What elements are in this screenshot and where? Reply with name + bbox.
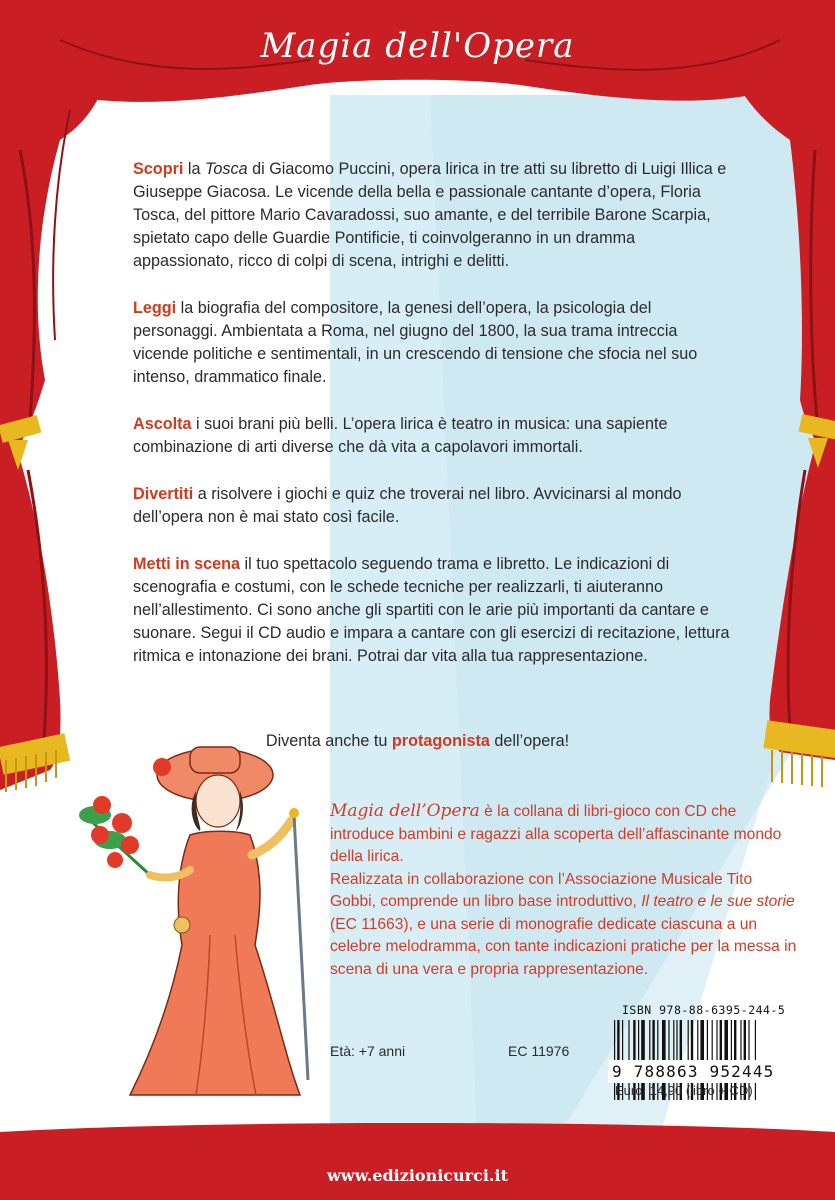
description-paragraph: Leggi la biografia del compositore, la genesi dell’opera, la psicologia del personaggi. Ambientata a Roma, nel giugno del 1800, la sua trama intreccia vicende politiche e sentimentali, in un crescendo di tensione che sfocia nel suo intenso, drammatico finale. xyxy=(133,299,698,386)
series-blurb: Magia dell’Opera è la collana di libri-gioco con CD che introduce bambini e ragazzi alla scoperta dell’affascinante mondo della lirica. Realizzata in collaborazione con l’Associazione Musicale Tito Gobbi, comprende un libro base introduttivo, Il teatro e le sue storie (EC 11663), e una serie di monografie dedicate ciascuna a un celebre melodramma, con tante indicazioni pratiche per la messa in scena di una vera e propria rappresentazione. xyxy=(330,801,797,978)
description-paragraph: Divertiti a risolvere i giochi e quiz che troverai nel libro. Avvicinarsi al mondo dell’opera non è mai stato così facile. xyxy=(133,485,682,526)
price: Euro: 14,90 (libro + CD) xyxy=(615,1083,753,1098)
tagline: Diventa anche tu protagonista dell’opera! xyxy=(265,732,570,750)
italic-title: Tosca xyxy=(204,160,248,178)
description-paragraph: Scopri la Tosca di Giacomo Puccini, opera lirica in tre atti su libretto di Luigi Illica e Giuseppe Giacosa. Le vicende della bella e passionale cantante d’opera, Floria Tosca, del pittore Mario Cavaradossi, suo amante, e del terribile Barone Scarpia, spietato capo delle Guardie Pontificie, ti coinvolgeranno in un dramma appassionato, ricco di colpi di scena, intrighi e delitti. xyxy=(133,160,727,270)
description-paragraph: Metti in scena il tuo spettacolo seguendo trama e libretto. Le indicazioni di scenografia e costumi, con le schede tecniche per realizzarli, ti aiuteranno nell’allestimento. Ci sono anche gli spartiti con le arie più importanti da cantare e suonare. Segui il CD audio e impara a cantare con gli esercizi di recitazione, lettura ritmica e intonazione dei brani. Potrai dar vita alla tua rappresentazione. xyxy=(133,555,730,665)
paragraph-lead-word: Metti in scena xyxy=(133,555,241,573)
isbn-label: ISBN 978-88-6395-244-5 xyxy=(622,1003,786,1017)
paragraph-lead-word: Ascolta xyxy=(133,415,192,433)
description-paragraph: Ascolta i suoi brani più belli. L’opera lirica è teatro in musica: una sapiente combinazione di arti diverse che dà vita a capolavori immortali. xyxy=(133,415,668,456)
catalog-code: EC 11976 xyxy=(508,1043,570,1059)
paragraph-lead-word: Leggi xyxy=(133,299,177,317)
flower-bouquet xyxy=(79,796,190,877)
cane xyxy=(294,815,308,1080)
barcode-digits: 9 788863 952445 xyxy=(608,1060,822,1083)
publisher-website: www.edizionicurci.it xyxy=(327,1166,508,1185)
opera-singer-illustration xyxy=(70,735,330,1115)
purse xyxy=(174,917,190,933)
paragraph-lead-word: Divertiti xyxy=(133,485,194,503)
description-text xyxy=(133,158,733,692)
hat-flower xyxy=(153,758,171,776)
paragraph-lead-word: Scopri xyxy=(133,160,184,178)
age-range: Età: +7 anni xyxy=(330,1043,406,1059)
dress xyxy=(130,831,300,1095)
series-title: Magia dell'Opera xyxy=(260,26,575,66)
